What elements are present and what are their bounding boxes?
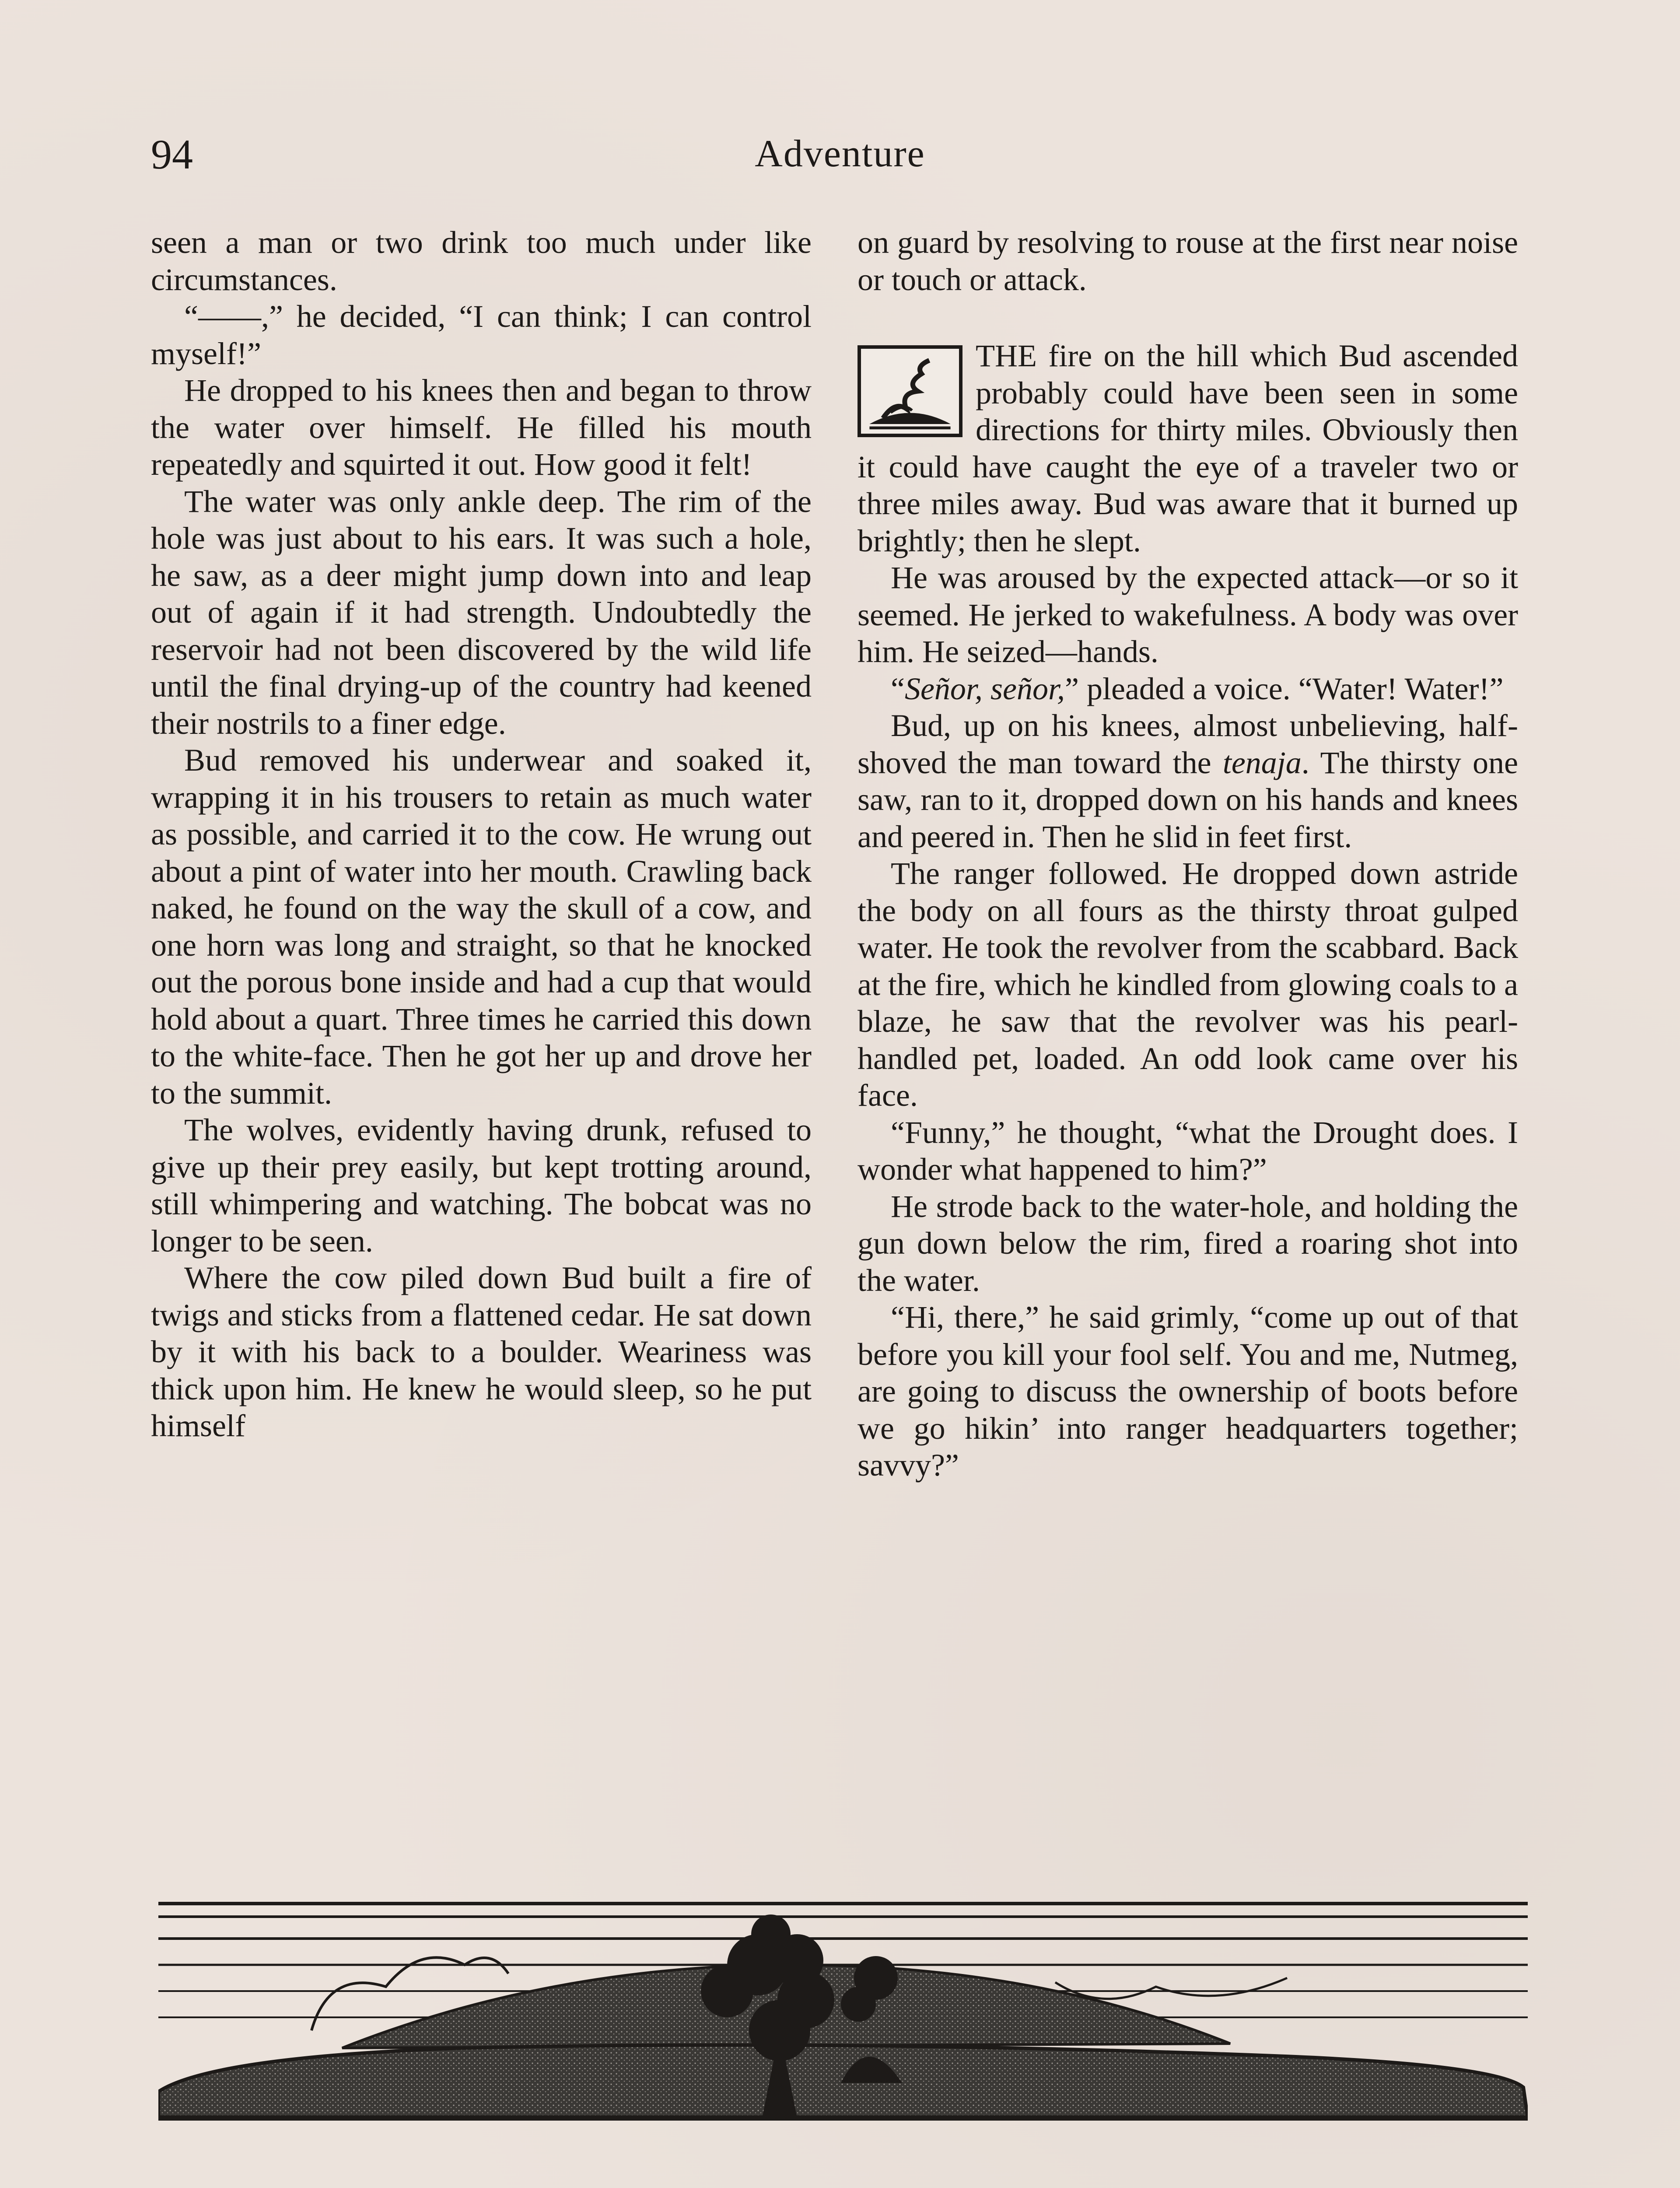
italic-text: Señor, señor, bbox=[904, 671, 1065, 706]
text-span: . The thirsty one saw, ran to it, dropped down on his hands and knees and peered in. Then he slid in feet first. bbox=[858, 745, 1518, 854]
left-column bbox=[151, 224, 812, 1445]
paragraph: on guard by resolving to rouse at the first near noise or touch or attack. bbox=[858, 225, 1518, 297]
paragraph: “Señor, señor,” pleaded a voice. “Water! Water!” bbox=[891, 671, 1504, 706]
paragraph: The ranger followed. He dropped down astride the body on all fours as the thirsty throat gulped water. He took the revolver from the scabbard. Back at the fire, which he kindled from glowing coals to a blaze, he saw that the revolver was his pearl-handled pet, loaded. An odd look came over his face. bbox=[858, 856, 1518, 1113]
fire-on-hill-vignette-icon bbox=[861, 349, 959, 434]
paragraph: He strode back to the water-hole, and holding the gun down below the rim, fired a roaring shot into the water. bbox=[858, 1189, 1518, 1298]
paragraph: Bud removed his underwear and soaked it, wrapping it in his trousers to retain as much water as possible, and carried it to the cow. He wrung out about a pint of water into her mouth. Crawling back naked, he found on the way the skull of a cow, and one horn was long and straight, so that he knocked out the porous bone inside and had a cup that would hold about a quart. Three times he carried this down to the white-face. Then he got her up and drove her to the summit. bbox=[151, 743, 812, 1111]
drop-cap-vignette bbox=[858, 345, 962, 437]
paragraph: The water was only ankle deep. The rim of the hole was just about to his ears. It was such a hole, he saw, as a deer might jump down into and leap out of again if it had strength. Undoubtedly the reservoir had not been discovered by the wild life until the final drying-up of the country had keened their nostrils to a finer edge. bbox=[151, 484, 812, 741]
paragraph: “Funny,” he thought, “what the Drought does. I wonder what happened to him?” bbox=[858, 1115, 1518, 1187]
paragraph: He was aroused by the expected attack—or so it seemed. He jerked to wakefulness. A body was over him. He seized—hands. bbox=[858, 560, 1518, 669]
hill-landscape-tailpiece bbox=[158, 1899, 1528, 2131]
paragraph: Where the cow piled down Bud built a fire of twigs and sticks from a flattened cedar. He sat down by it with his back to a boulder. Weariness was thick upon him. He knew he would sleep, so he put himself bbox=[151, 1260, 812, 1443]
right-column bbox=[858, 224, 1518, 1484]
paragraph: “Hi, there,” he said grimly, “come up out of that before you kill your fool self. You and me, Nutmeg, are going to discuss the ownership of boots before we go hikin’ into ranger headquarters together; savvy?” bbox=[858, 1300, 1518, 1483]
running-head-title: Adventure bbox=[755, 133, 925, 175]
paragraph: seen a man or two drink too much under like circumstances. bbox=[151, 225, 812, 297]
tailpiece-illustration bbox=[158, 1899, 1528, 2131]
text-span: Bud, up on his knees, almost unbelieving, half-shoved the man toward the bbox=[858, 708, 1518, 780]
paragraph bbox=[858, 707, 1518, 855]
italic-text: tenaja bbox=[1222, 745, 1302, 780]
paragraph: “——,” he decided, “I can think; I can control myself!” bbox=[151, 299, 812, 371]
paragraph: THE fire on the hill which Bud ascended probably could have been seen in some directions for thirty miles. Obviously then it could have caught the eye of a traveler two or three miles away. Bud was aware that it burned up brightly; then he slept. bbox=[858, 338, 1518, 558]
page-number: 94 bbox=[151, 131, 193, 178]
paragraph: He dropped to his knees then and began to throw the water over himself. He filled his mouth repeatedly and squirted it out. How good it felt! bbox=[151, 373, 812, 482]
text-span: ” pleaded a voice. “Water! Water!” bbox=[1064, 671, 1504, 706]
paragraph: The wolves, evidently having drunk, refused to give up their prey easily, but kept trotting around, still whimpering and watching. The bobcat was no longer to be seen. bbox=[151, 1112, 812, 1259]
